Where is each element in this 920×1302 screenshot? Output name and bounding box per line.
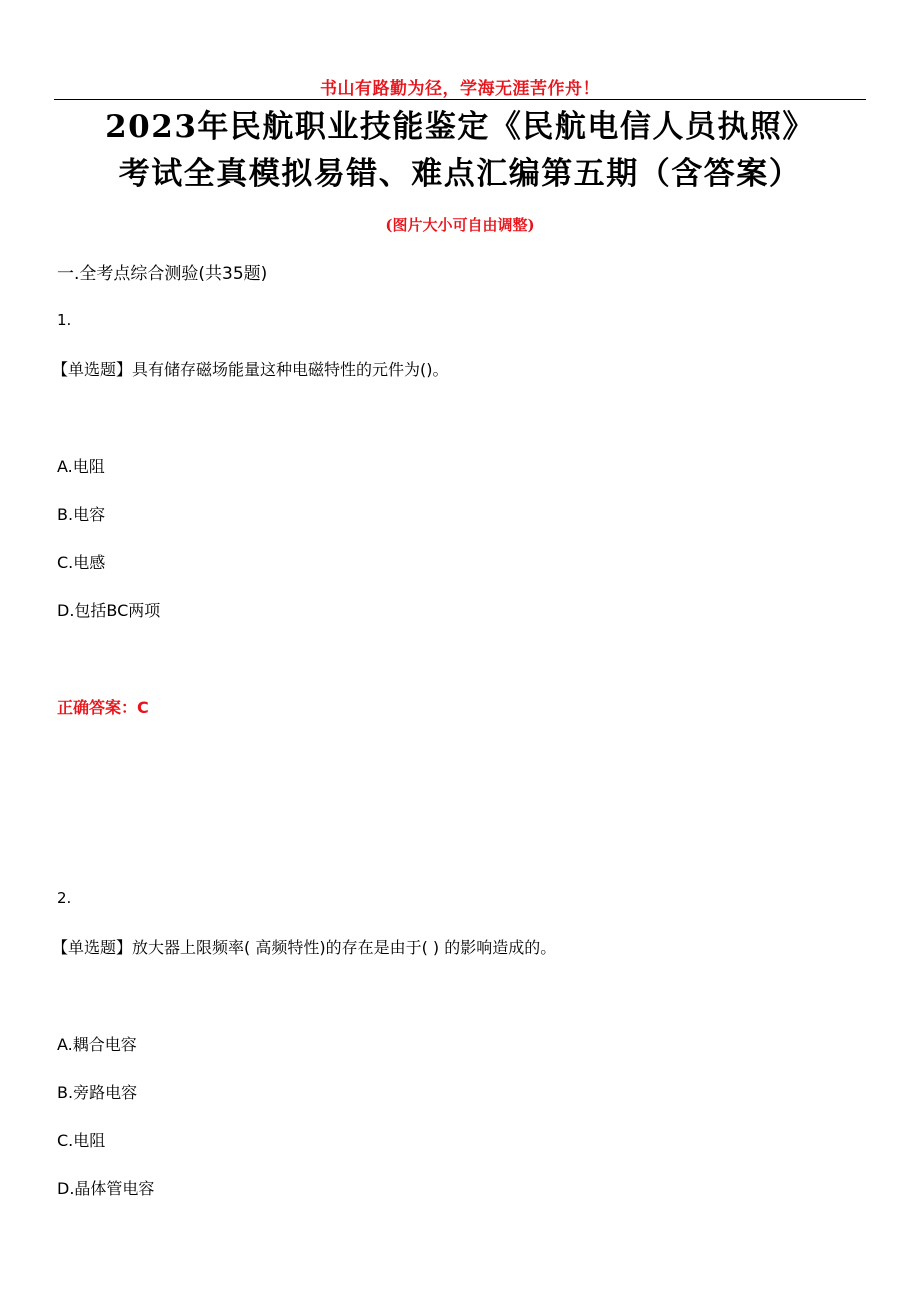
option-c: C.电感 bbox=[57, 553, 106, 572]
option-d: D.包括BC两项 bbox=[57, 601, 161, 620]
question-text: 【单选题】放大器上限频率( 高频特性)的存在是由于( ) 的影响造成的。 bbox=[52, 938, 557, 957]
option-c: C.电阻 bbox=[57, 1131, 106, 1150]
option-a: A.耦合电容 bbox=[57, 1035, 137, 1054]
document-title-line-1: 2023年民航职业技能鉴定《民航电信人员执照》 bbox=[105, 109, 815, 145]
option-b: B.旁路电容 bbox=[57, 1083, 138, 1102]
question-number: 2. bbox=[57, 889, 72, 907]
section-heading: 一.全考点综合测验(共35题) bbox=[57, 264, 268, 284]
header-divider bbox=[54, 99, 866, 100]
correct-answer: 正确答案：C bbox=[57, 698, 149, 717]
image-size-note: (图片大小可自由调整) bbox=[385, 216, 535, 234]
document-title-line-2: 考试全真模拟易错、难点汇编第五期（含答案） bbox=[118, 156, 802, 192]
option-b: B.电容 bbox=[57, 505, 106, 524]
document-title bbox=[40, 104, 880, 198]
header-motto: 书山有路勤为径，学海无涯苦作舟！ bbox=[320, 79, 600, 99]
question-text: 【单选题】具有储存磁场能量这种电磁特性的元件为()。 bbox=[52, 360, 449, 379]
option-d: D.晶体管电容 bbox=[57, 1179, 155, 1198]
question-number: 1. bbox=[57, 311, 72, 329]
option-a: A.电阻 bbox=[57, 457, 105, 476]
